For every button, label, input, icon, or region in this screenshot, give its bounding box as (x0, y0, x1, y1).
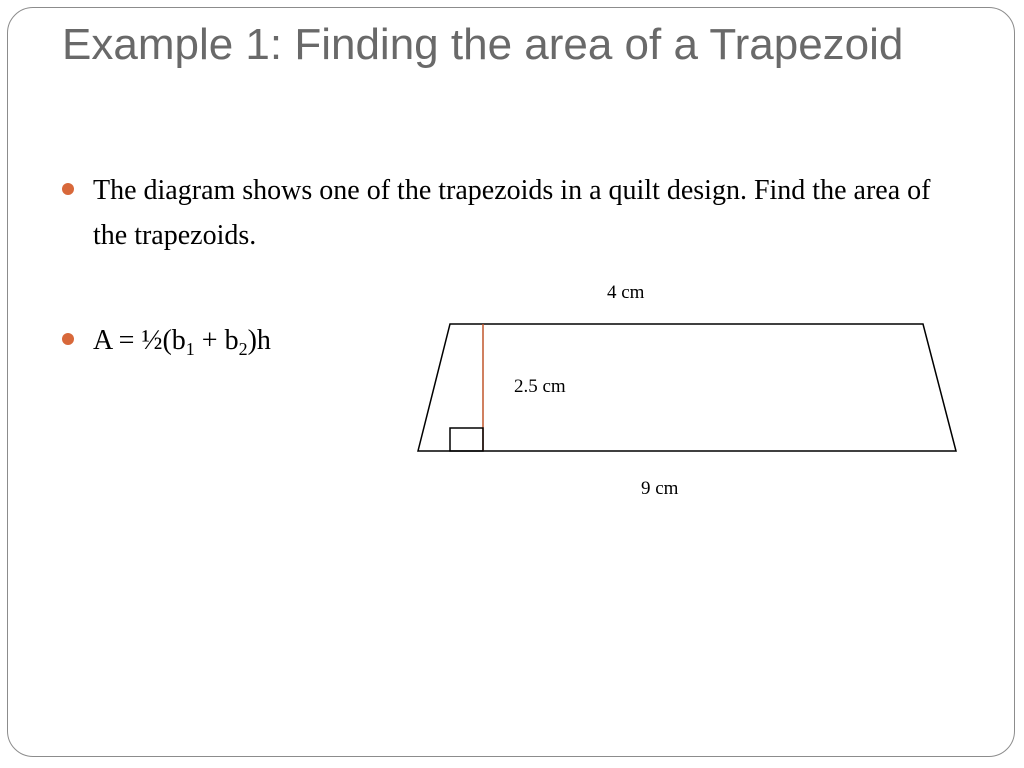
bullet-dot-icon (62, 333, 74, 345)
bullet-item-formula (62, 318, 962, 363)
height-label: 2.5 cm (514, 376, 566, 397)
bullet-item-problem (62, 168, 962, 258)
formula-subscript-1: 1 (185, 339, 195, 359)
area-formula (93, 318, 953, 363)
formula-suffix: )h (247, 325, 271, 356)
formula-middle: + b (194, 325, 239, 356)
slide-title: Example 1: Finding the area of a Trapezoid (62, 20, 904, 69)
top-base-label: 4 cm (607, 282, 645, 303)
bullet-dot-icon (62, 183, 74, 195)
slide-border (7, 7, 1015, 757)
formula-subscript-2: 2 (238, 339, 248, 359)
bottom-base-label: 9 cm (641, 478, 679, 499)
problem-statement: The diagram shows one of the trapezoids in a quilt design. Find the area of the trapezoids. (93, 175, 931, 251)
formula-prefix: A = ½(b (93, 325, 186, 356)
